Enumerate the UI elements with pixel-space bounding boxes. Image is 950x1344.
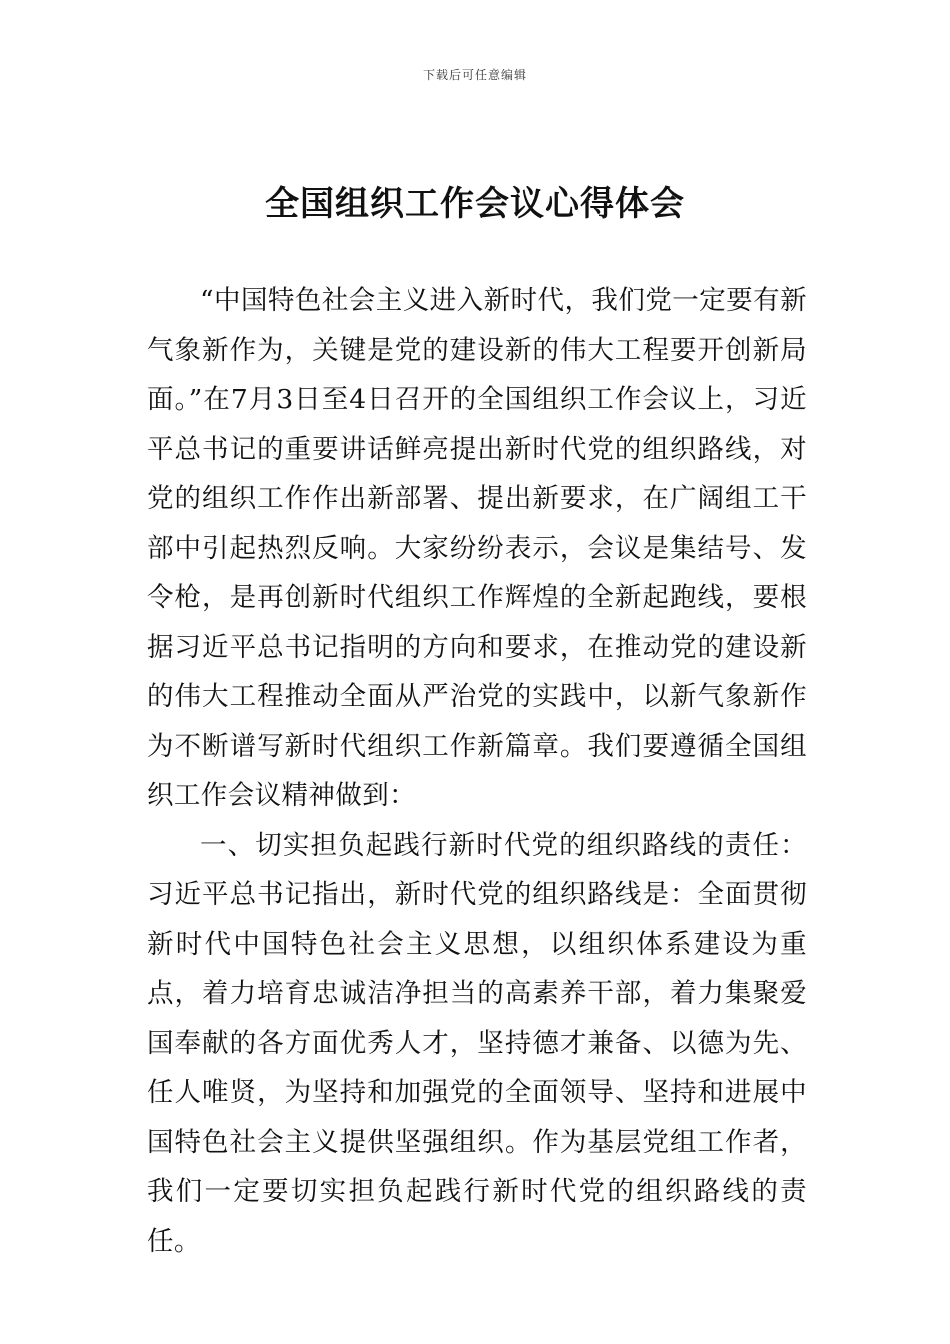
document-body — [147, 276, 807, 1266]
header-note: 下载后可任意编辑 — [422, 68, 527, 82]
paragraph-section-one: 一、切实担负起践行新时代党的组织路线的责任：习近平总书记指出，新时代党的组织路线是：全面贯彻新时代中国特色社会主义思想，以组织体系建设为重点，着力培育忠诚洁净担当的高素养干部，着力集聚爱国奉献的各方面优秀人才，坚持德才兼备、以德为先、任人唯贤，为坚持和加强党的全面领导、坚持和进展中国特色社会主义提供坚强组织。作为基层党组工作者，我们一定要切实担负起践行新时代党的组织路线的责任。 — [147, 829, 807, 1257]
paragraph-intro: “中国特色社会主义进入新时代，我们党一定要有新气象新作为，关键是党的建设新的伟大工程要开创新局面。”在7月3日至4日召开的全国组织工作会议上，习近平总书记的重要讲话鲜亮提出新时代党的组织路线，对党的组织工作作出新部署、提出新要求，在广阔组工干部中引起热烈反响。大家纷纷表示，会议是集结号、发令枪，是再创新时代组织工作辉煌的全新起跑线，要根据习近平总书记指明的方向和要求，在推动党的建设新的伟大工程推动全面从严治党的实践中，以新气象新作为不断谱写新时代组织工作新篇章。我们要遵循全国组织工作会议精神做到： — [147, 285, 807, 811]
document-title: 全国组织工作会议心得体会 — [265, 184, 685, 224]
